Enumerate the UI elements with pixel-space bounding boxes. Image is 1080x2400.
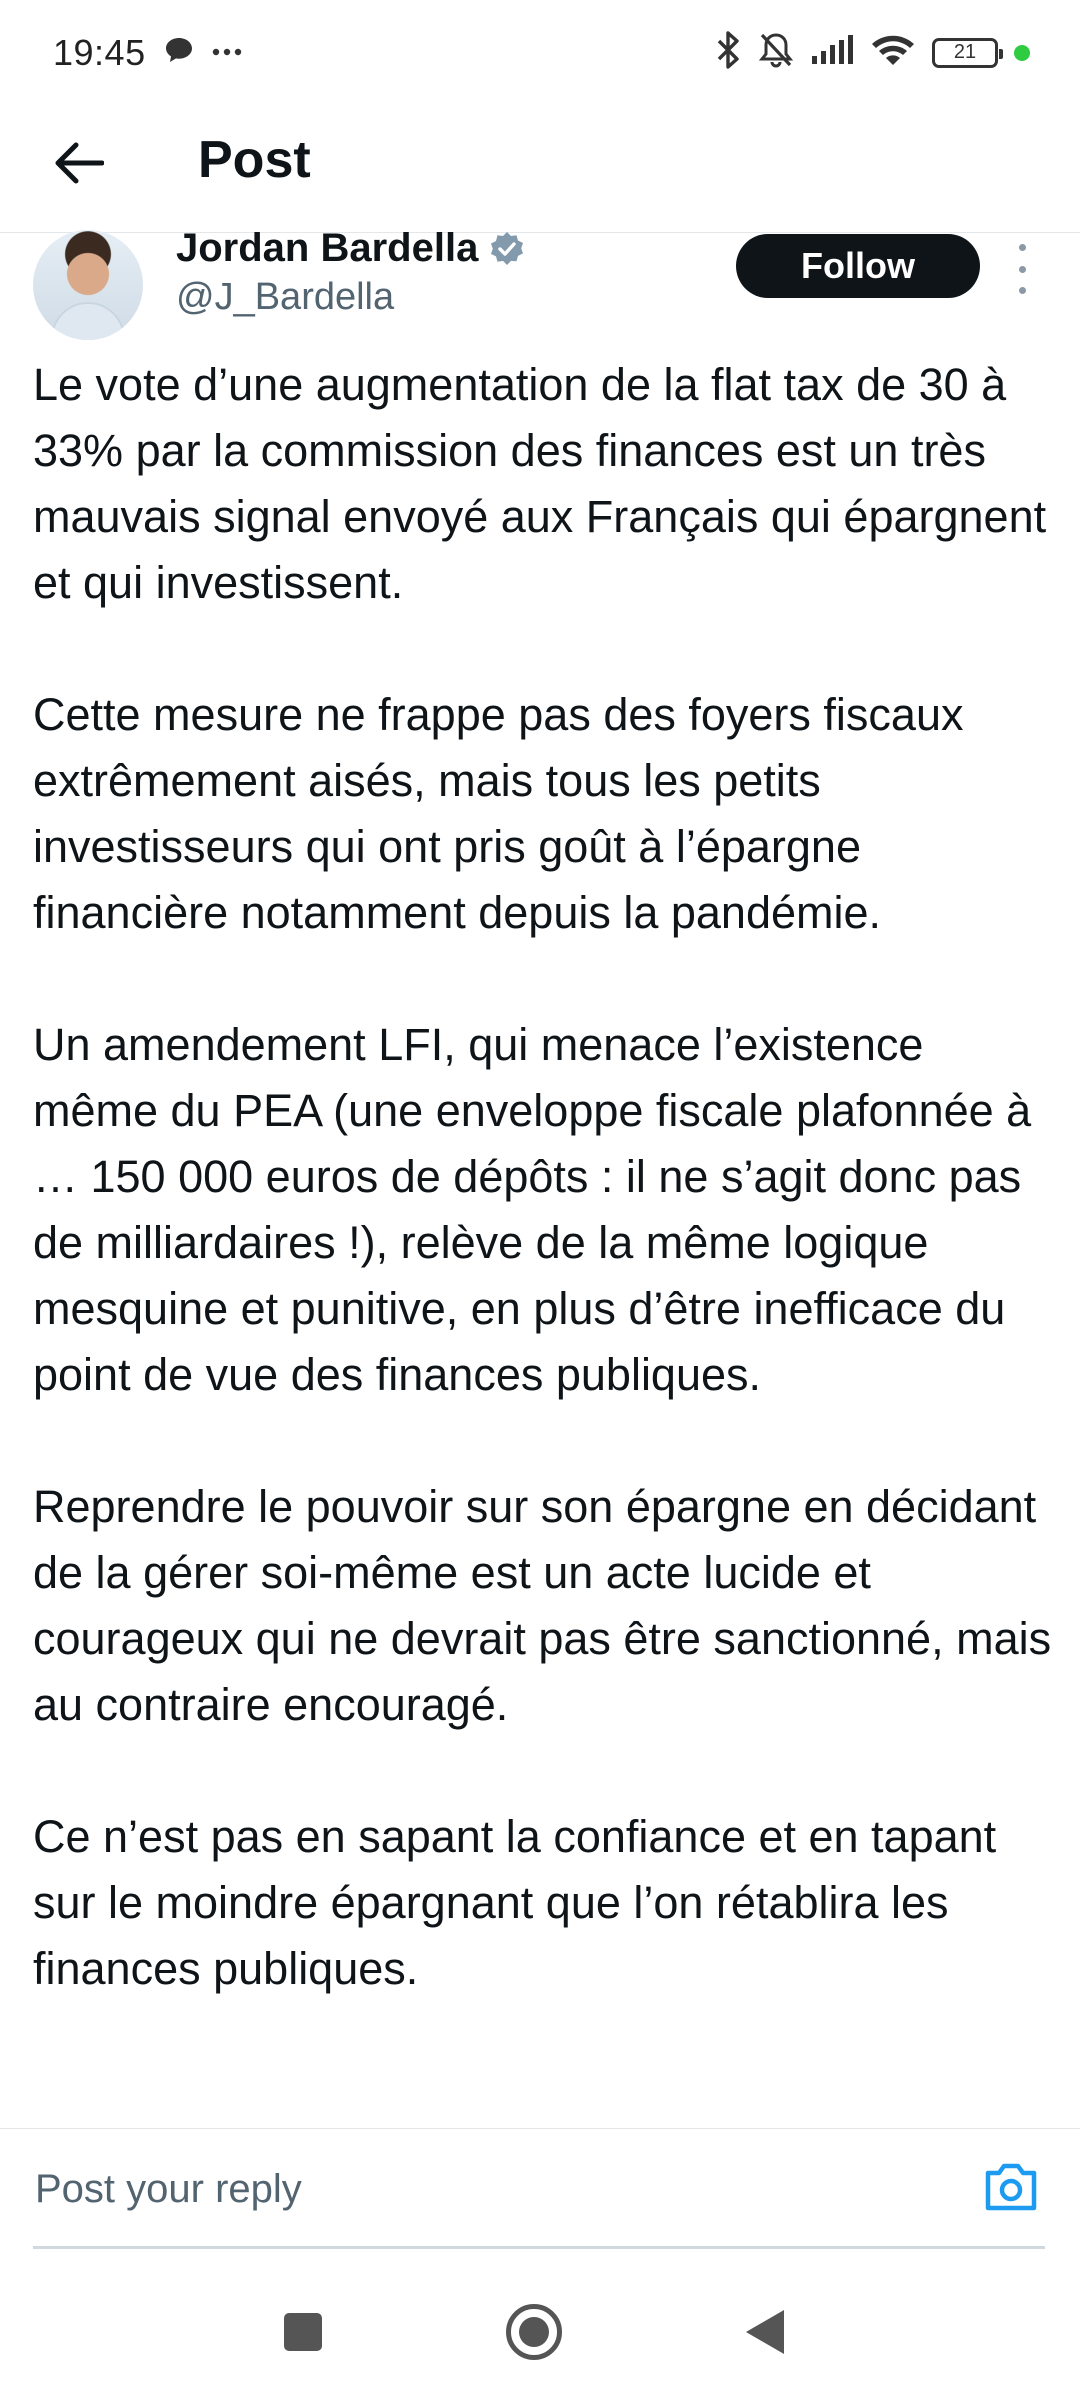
- post-paragraph: Ce n’est pas en sapant la confiance et en tapant sur le moindre épargnant que l’on rétablira les finances publiques.: [33, 1811, 997, 1994]
- status-bar: [0, 0, 1080, 105]
- status-right: [716, 31, 1030, 74]
- wifi-icon: [870, 33, 916, 72]
- battery-level: 21: [953, 41, 977, 63]
- follow-button[interactable]: Follow: [736, 234, 980, 298]
- arrow-left-icon: [52, 141, 104, 185]
- camera-button[interactable]: [982, 2161, 1042, 2213]
- author-row: [0, 226, 1080, 336]
- home-dot: [519, 2317, 549, 2347]
- signal-icon: [810, 34, 854, 71]
- more-dots-icon: [212, 44, 242, 62]
- more-options-button[interactable]: [1010, 244, 1034, 294]
- top-app-bar: [0, 105, 1080, 233]
- reply-bar: [0, 2128, 1080, 2248]
- reply-input[interactable]: [33, 2153, 933, 2225]
- status-left: [53, 32, 242, 74]
- system-back-button[interactable]: [746, 2310, 784, 2354]
- author-name[interactable]: [176, 226, 526, 271]
- camera-icon: [982, 2161, 1040, 2213]
- chat-bubble-icon: [164, 36, 194, 69]
- bluetooth-icon: [716, 31, 742, 74]
- avatar-body: [51, 302, 125, 340]
- avatar[interactable]: [33, 230, 143, 340]
- recents-button[interactable]: [284, 2313, 322, 2351]
- battery-icon: [932, 38, 998, 68]
- home-button[interactable]: [506, 2304, 562, 2360]
- more-dot: [1019, 287, 1026, 294]
- post-paragraph: Le vote d’une augmentation de la flat tax de 30 à 33% par la commission des finances est un très mauvais signal envoyé aux Français qui épargnent et qui investissent.: [33, 359, 1047, 608]
- green-dot-icon: [1014, 45, 1030, 61]
- post-paragraph: Reprendre le pouvoir sur son épargne en décidant de la gérer soi-même est un acte lucide et courageux qui ne devrait pas être sanctionné, mais au contraire encouragé.: [33, 1481, 1052, 1730]
- post-text: [33, 352, 1053, 2068]
- bell-muted-icon: [758, 31, 794, 74]
- verified-badge-icon: [488, 230, 526, 268]
- post-paragraph: Cette mesure ne frappe pas des foyers fiscaux extrêmement aisés, mais tous les petits investisseurs qui ont pris goût à l’épargne financière notamment depuis la pandémie.: [33, 689, 964, 938]
- reply-underline: [33, 2246, 1045, 2249]
- back-button[interactable]: [48, 133, 108, 193]
- more-dot: [1019, 244, 1026, 251]
- author-name-text: Jordan Bardella: [176, 226, 479, 270]
- system-nav-bar: [0, 2260, 1080, 2400]
- status-time: 19:45: [53, 31, 146, 73]
- more-dot: [1019, 266, 1026, 273]
- page-title: Post: [198, 131, 311, 189]
- author-handle[interactable]: @J_Bardella: [176, 276, 395, 318]
- post-paragraph: Un amendement LFI, qui menace l’existence même du PEA (une enveloppe fiscale plafonnée à … 150 000 euros de dépôts : il ne s’agit donc pas de milliardaires !), relève de la même logique mesquine et punitive, en plus d’être inefficace du point de vue des finances publiques.: [33, 1019, 1032, 1400]
